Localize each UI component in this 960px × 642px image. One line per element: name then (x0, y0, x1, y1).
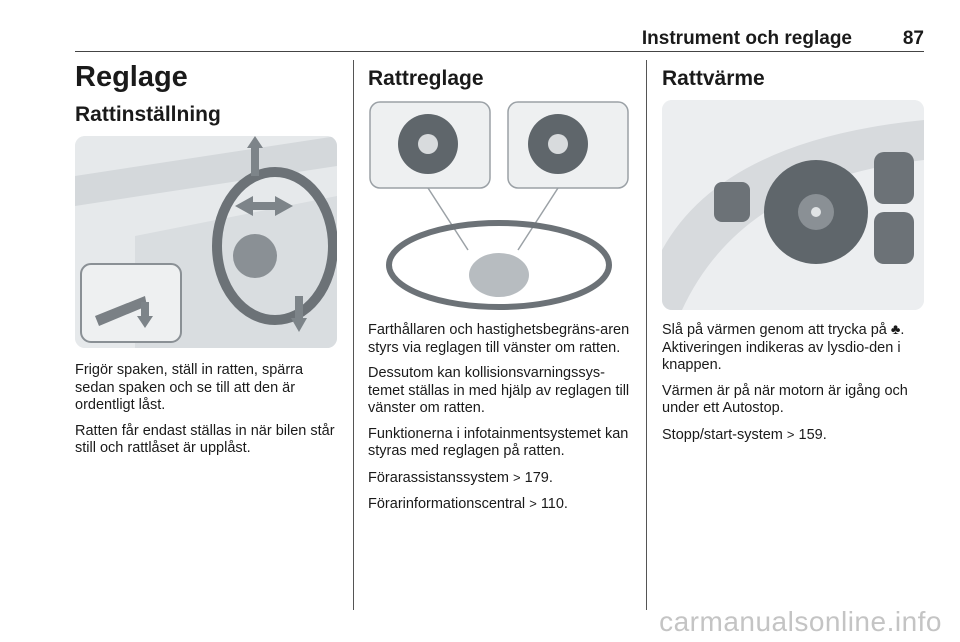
column-3 (662, 60, 924, 452)
paragraph-heated-wheel-condition: Värmen är på när motorn är igång och under ett Autostop. (662, 382, 908, 416)
paragraph-cruise-control: Farthållaren och hastighetsbegräns-aren styrs via reglagen till vänster om ratten. (368, 322, 630, 356)
column-1 (75, 60, 337, 466)
column-2 (368, 60, 630, 522)
paragraph-collision-warning: Dessutom kan kollisionsvarningssys-temet ställas in med hjälp av reglagen till vänster om ratten. (368, 365, 630, 416)
xref-arrow-icon: > (786, 426, 795, 442)
heated-wheel-icon: ♣ (890, 322, 901, 338)
xref-driver-information-page: 110. (540, 496, 568, 512)
section-heading: Reglage (75, 61, 188, 93)
heated-wheel-text-start: Slå på värmen genom att trycka på (662, 322, 887, 338)
xref-driver-assistance (368, 469, 630, 488)
subsection-heading-steering-adjustment: Rattinställning (75, 103, 221, 126)
xref-driver-information-label: Förarinformationscentral (368, 496, 526, 512)
column-divider-1 (353, 60, 354, 610)
paragraph-heated-wheel-activate (662, 322, 924, 375)
xref-stop-start-page: 159. (798, 426, 827, 443)
xref-stop-start (662, 426, 924, 445)
subsection-heading-steering-controls: Rattreglage (368, 67, 484, 90)
watermark: carmanualsonline.info (659, 606, 942, 637)
xref-driver-assistance-label: Förarassistanssystem (368, 469, 510, 486)
column-divider-2 (646, 60, 647, 610)
paragraph-adjust-warning: Ratten får endast ställas in när bilen står still och rattlåset är upplåst. (75, 422, 335, 456)
xref-driver-assistance-page: 179. (524, 469, 553, 486)
heated-wheel-text-end: . Aktiveringen indikeras av lysdio-den i knappen. (662, 322, 905, 373)
paragraph-adjust-instructions: Frigör spaken, ställ in ratten, spärra sedan spaken och se till att den är ordentligt låst. (75, 362, 304, 413)
header-title: Instrument och reglage (641, 28, 852, 49)
steering-adjustment-illustration (75, 136, 337, 348)
xref-stop-start-label: Stopp/start-system (662, 426, 783, 443)
page-number: 87 (902, 28, 924, 49)
steering-controls-illustration (368, 100, 630, 310)
xref-arrow-icon: > (513, 469, 521, 485)
header-rule (75, 51, 924, 52)
xref-arrow-icon: > (529, 496, 537, 511)
paragraph-infotainment: Funktionerna i infotainmentsystemet kan styras med reglagen på ratten. (368, 425, 629, 459)
xref-driver-information (368, 495, 630, 514)
subsection-heading-heated-wheel: Rattvärme (662, 67, 765, 90)
heated-wheel-illustration (662, 100, 924, 310)
